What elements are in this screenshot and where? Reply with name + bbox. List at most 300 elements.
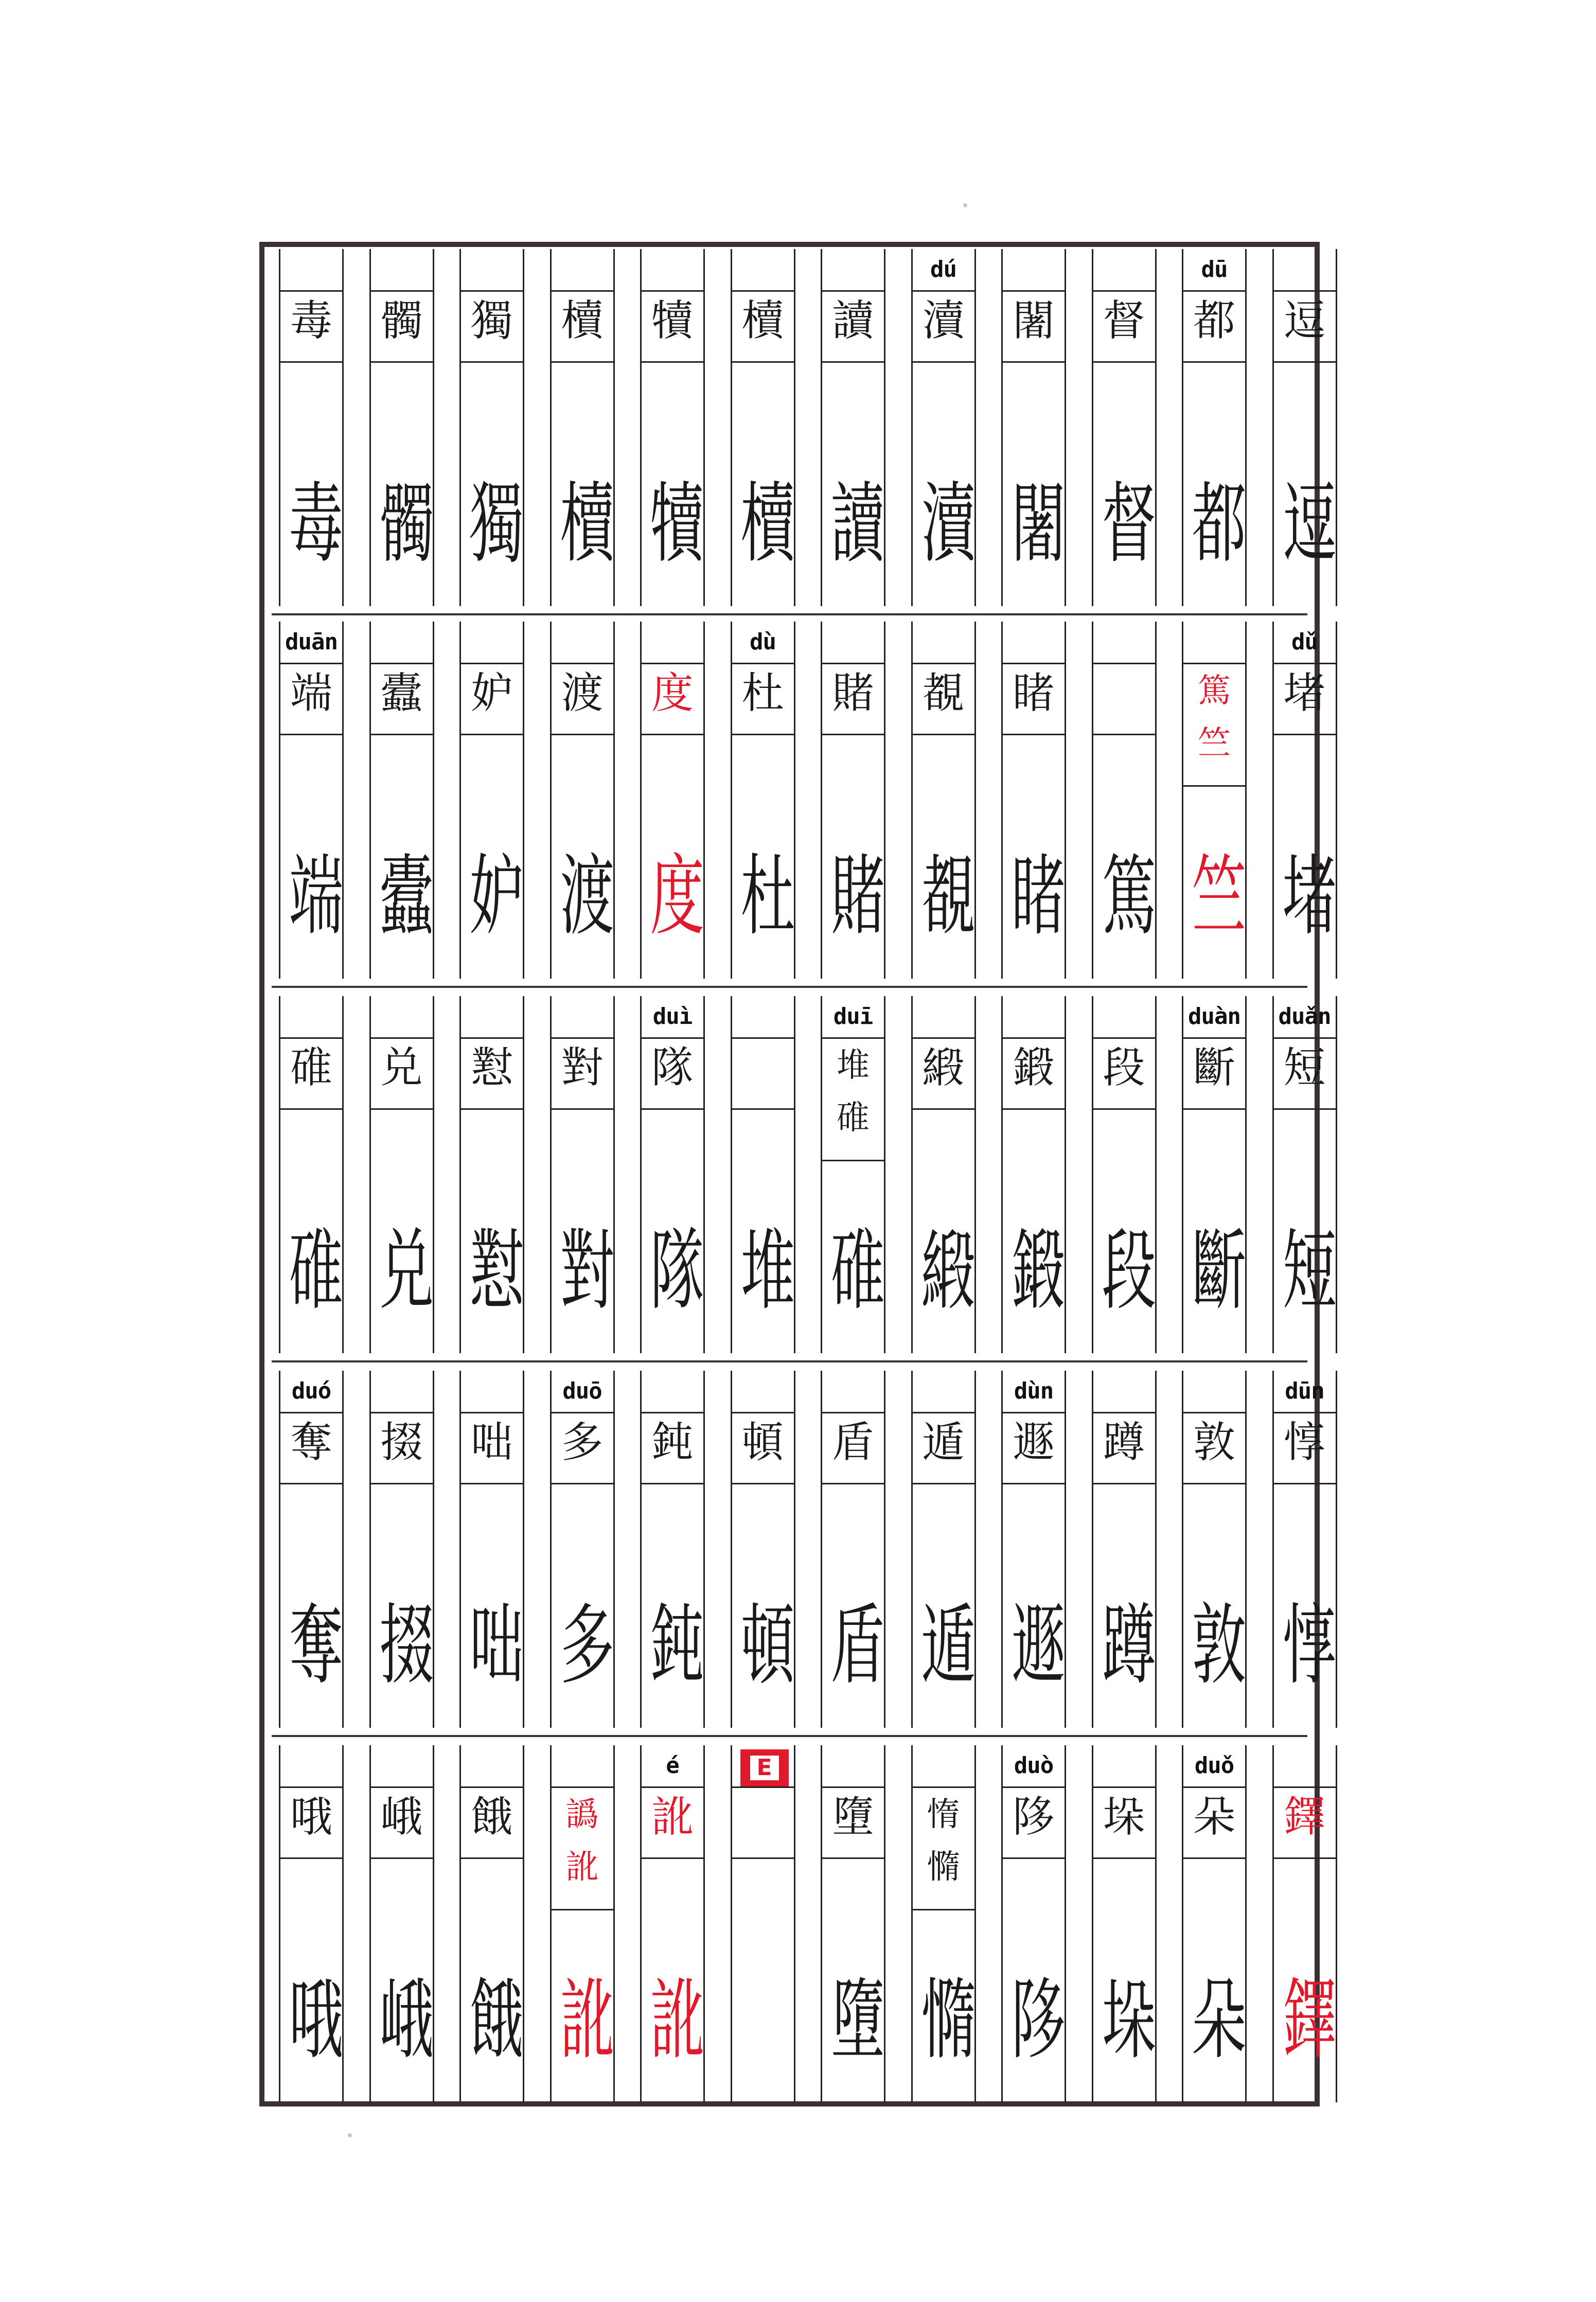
row-separator [272, 613, 1307, 615]
cell-divider [1003, 361, 1065, 363]
seal-script-glyph: 墮 [821, 1973, 885, 2056]
modern-character [371, 665, 433, 778]
modern-character [1093, 1039, 1155, 1153]
seal-script-glyph: 犢 [641, 476, 704, 559]
seal-script-glyph: 瀆 [911, 476, 975, 559]
cell-divider [822, 1786, 884, 1788]
character-column [1272, 1745, 1337, 2102]
character-column [640, 1371, 705, 1728]
character-column [369, 622, 434, 979]
character-column [459, 249, 524, 606]
pinyin-label [552, 996, 613, 1036]
cell-divider [913, 1483, 974, 1484]
modern-character [1274, 292, 1336, 405]
pinyin-label: duǎn [1278, 1003, 1331, 1030]
seal-script-glyph: 碓 [279, 1224, 343, 1306]
cell-divider [552, 1108, 613, 1110]
pinyin-label: duī [833, 1003, 873, 1030]
character-column [640, 622, 705, 979]
seal-script-glyph: 段 [1092, 1224, 1156, 1306]
character-column [821, 1745, 885, 2102]
modern-character [1093, 1789, 1155, 1902]
cell-divider [552, 663, 613, 664]
character-column [1092, 1371, 1157, 1728]
cell-divider [1183, 361, 1245, 363]
seal-script-glyph: 篤 [1092, 849, 1156, 932]
character-column [1272, 622, 1337, 979]
character-column [550, 1371, 615, 1728]
cell-divider [1093, 1857, 1155, 1859]
modern-character [822, 1039, 884, 1153]
seal-script-glyph: 咄 [460, 1598, 524, 1681]
pinyin-label [822, 1371, 884, 1411]
modern-glyph: 遯 [1012, 1418, 1055, 1467]
seal-script-glyph: 逗 [1272, 476, 1336, 559]
cell-divider [552, 734, 613, 735]
cell-divider [642, 290, 703, 292]
seal-script-glyph: 訛 [641, 1973, 704, 2056]
modern-glyph: 斷 [1193, 1043, 1235, 1092]
character-column [1001, 622, 1066, 979]
modern-glyph: 賭 [831, 669, 874, 718]
modern-glyph: 峨 [380, 1793, 423, 1841]
cell-divider [642, 1037, 703, 1039]
character-column [550, 622, 615, 979]
cell-divider [280, 1412, 342, 1413]
cell-divider [1274, 1108, 1336, 1110]
cell-divider [1183, 1786, 1245, 1788]
cell-divider [822, 1160, 884, 1161]
pinyin-label [280, 249, 342, 289]
modern-character [913, 1039, 974, 1153]
cell-divider [1274, 1786, 1336, 1788]
modern-character [822, 1414, 884, 1527]
character-column [550, 1745, 615, 2102]
seal-script-glyph: 櫝 [550, 476, 614, 559]
modern-character [552, 1789, 613, 1902]
seal-script-glyph: 堆 [731, 1224, 794, 1306]
cell-divider [913, 734, 974, 735]
cell-divider [1003, 734, 1065, 735]
cell-divider [371, 361, 433, 363]
seal-script-glyph: 惇 [1272, 1598, 1336, 1681]
modern-glyph: 碓 [837, 1099, 870, 1137]
seal-script-glyph: 蠹 [369, 849, 433, 932]
cell-divider [1274, 734, 1336, 735]
character-column [731, 622, 795, 979]
seal-script-glyph: 毒 [279, 476, 343, 559]
modern-glyph: 督 [1103, 296, 1145, 345]
modern-character [913, 1789, 974, 1902]
pinyin-label [371, 996, 433, 1036]
character-column [369, 1371, 434, 1728]
cell-divider [552, 290, 613, 292]
modern-character [642, 1039, 703, 1153]
cell-divider [280, 1786, 342, 1788]
modern-glyph: 逗 [1283, 296, 1326, 345]
character-column [821, 996, 885, 1353]
modern-glyph: 咄 [470, 1418, 513, 1467]
modern-glyph: 惰 [927, 1796, 960, 1834]
cell-divider [280, 663, 342, 664]
modern-glyph: 度 [651, 669, 694, 718]
pinyin-label [1274, 1745, 1336, 1785]
seal-script-glyph: 隊 [641, 1224, 704, 1306]
modern-glyph: 篤 [1198, 672, 1231, 710]
modern-glyph: 杜 [741, 669, 784, 718]
modern-character [1003, 665, 1065, 778]
cell-divider [732, 361, 794, 363]
pinyin-label: duàn [1188, 1003, 1240, 1030]
cell-divider [1183, 1108, 1245, 1110]
modern-character [280, 1039, 342, 1153]
cell-divider [822, 663, 884, 664]
pinyin-label: dùn [1014, 1377, 1054, 1404]
seal-script-glyph: 督 [1092, 476, 1156, 559]
pinyin-label: dù [750, 628, 776, 655]
cell-divider [371, 1786, 433, 1788]
modern-glyph: 隊 [651, 1043, 694, 1092]
cell-divider [822, 1037, 884, 1039]
cell-divider [1003, 1483, 1065, 1484]
modern-character [461, 665, 523, 778]
cell-divider [371, 1857, 433, 1859]
section-letter: E [750, 1756, 779, 1780]
modern-glyph: 鍛 [1012, 1043, 1055, 1092]
seal-script-glyph: 奪 [279, 1598, 343, 1681]
character-column [821, 1371, 885, 1728]
cell-divider [1093, 1037, 1155, 1039]
pinyin-label [280, 1745, 342, 1785]
cell-divider [280, 290, 342, 292]
character-column [911, 249, 976, 606]
modern-glyph: 蹲 [1103, 1418, 1145, 1467]
cell-divider [913, 1412, 974, 1413]
pinyin-label: duān [285, 628, 338, 655]
modern-glyph: 掇 [380, 1418, 423, 1467]
modern-character [461, 1414, 523, 1527]
cell-divider [732, 1786, 794, 1788]
row-separator [272, 1360, 1307, 1362]
pinyin-label: dū [1201, 256, 1228, 282]
seal-script-glyph: 餓 [460, 1973, 524, 2056]
cell-divider [1003, 1412, 1065, 1413]
cell-divider [280, 1857, 342, 1859]
character-column [1182, 622, 1247, 979]
cell-divider [1093, 1786, 1155, 1788]
cell-divider [280, 1108, 342, 1110]
modern-glyph: 訛 [565, 1848, 599, 1886]
modern-glyph: 段 [1103, 1043, 1145, 1092]
character-column [459, 996, 524, 1353]
modern-character [552, 1414, 613, 1527]
cell-divider [913, 1909, 974, 1910]
row-separator [272, 986, 1307, 988]
paper-speck [348, 2133, 352, 2137]
modern-character [822, 1789, 884, 1902]
pinyin-label [461, 1371, 523, 1411]
modern-character [822, 665, 884, 778]
pinyin-label [1093, 622, 1155, 662]
seal-script-glyph: 多 [550, 1598, 614, 1681]
modern-glyph: 都 [1193, 296, 1235, 345]
row-separator [272, 1735, 1307, 1737]
cell-divider [732, 1857, 794, 1859]
character-column [1092, 249, 1157, 606]
pinyin-label [1274, 249, 1336, 289]
cell-divider [1093, 290, 1155, 292]
modern-glyph: 多 [561, 1418, 604, 1467]
cell-divider [732, 734, 794, 735]
cell-divider [913, 290, 974, 292]
character-column [279, 996, 344, 1353]
cell-divider [1183, 1483, 1245, 1484]
modern-glyph: 犢 [651, 296, 694, 345]
pinyin-label [642, 1371, 703, 1411]
pinyin-label [371, 1745, 433, 1785]
cell-divider [461, 734, 523, 735]
modern-character [732, 292, 794, 405]
cell-divider [280, 1037, 342, 1039]
modern-character [642, 1789, 703, 1902]
pinyin-label [1093, 1745, 1155, 1785]
pinyin-label [552, 1745, 613, 1785]
pinyin-label [822, 622, 884, 662]
pinyin-label: dú [930, 256, 956, 282]
pinyin-label [280, 996, 342, 1036]
cell-divider [642, 1786, 703, 1788]
cell-divider [822, 1857, 884, 1859]
pinyin-label [552, 249, 613, 289]
cell-divider [1003, 1037, 1065, 1039]
pinyin-label: dūn [1285, 1377, 1324, 1404]
modern-character [1003, 1414, 1065, 1527]
cell-divider [732, 290, 794, 292]
seal-script-glyph: 對 [550, 1224, 614, 1306]
modern-glyph: 陊 [1012, 1793, 1055, 1841]
character-column [640, 1745, 705, 2102]
pinyin-label [732, 1371, 794, 1411]
table-row [272, 249, 1336, 606]
cell-divider [1093, 1412, 1155, 1413]
cell-divider [1274, 1857, 1336, 1859]
cell-divider [1274, 1037, 1336, 1039]
character-column [279, 1371, 344, 1728]
modern-character [1003, 1789, 1065, 1902]
cell-divider [642, 663, 703, 664]
cell-divider [822, 361, 884, 363]
modern-character [1003, 292, 1065, 405]
cell-divider [552, 1786, 613, 1788]
cell-divider [642, 361, 703, 363]
cell-divider [732, 1037, 794, 1039]
table-row [272, 996, 1336, 1353]
modern-glyph: 垛 [1103, 1793, 1145, 1841]
cell-divider [1183, 1857, 1245, 1859]
character-column [279, 249, 344, 606]
seal-script-glyph: 朵 [1182, 1973, 1246, 2056]
seal-script-glyph: 憜 [911, 1973, 975, 2056]
seal-script-glyph: 懟 [460, 1224, 524, 1306]
cell-divider [1274, 663, 1336, 664]
cell-divider [1274, 290, 1336, 292]
modern-character [913, 665, 974, 778]
seal-script-glyph: 闍 [1002, 476, 1066, 559]
character-column [911, 1371, 976, 1728]
modern-glyph: 蠹 [380, 669, 423, 718]
modern-character [1093, 1414, 1155, 1527]
character-column [1272, 996, 1337, 1353]
character-column [731, 249, 795, 606]
modern-character [280, 292, 342, 405]
pinyin-label [1003, 996, 1065, 1036]
modern-character [1274, 1414, 1336, 1527]
character-column [1092, 996, 1157, 1353]
character-column [1092, 1745, 1157, 2102]
modern-glyph: 奪 [290, 1418, 332, 1467]
cell-divider [822, 290, 884, 292]
pinyin-label [461, 249, 523, 289]
modern-glyph: 妒 [470, 669, 513, 718]
character-column [1001, 996, 1066, 1353]
cell-divider [1093, 361, 1155, 363]
modern-glyph: 短 [1283, 1043, 1326, 1092]
modern-glyph: 堆 [837, 1047, 870, 1085]
modern-character [913, 1414, 974, 1527]
seal-script-glyph [743, 1915, 782, 2113]
seal-script-glyph: 短 [1272, 1224, 1336, 1306]
modern-character [371, 292, 433, 405]
cell-divider [913, 1108, 974, 1110]
cell-divider [1093, 1483, 1155, 1484]
character-column [1001, 1745, 1066, 2102]
modern-glyph: 覩 [922, 669, 965, 718]
character-column [731, 1371, 795, 1728]
pinyin-label: é [666, 1752, 679, 1779]
character-column [1272, 249, 1337, 606]
cell-divider [642, 1108, 703, 1110]
cell-divider [1093, 1108, 1155, 1110]
modern-character [552, 665, 613, 778]
pinyin-label: duō [562, 1377, 602, 1404]
modern-glyph: 墮 [831, 1793, 874, 1841]
pinyin-label [642, 249, 703, 289]
seal-script-glyph: 鍛 [1002, 1224, 1066, 1306]
modern-glyph: 訛 [651, 1793, 694, 1841]
modern-glyph: 頓 [741, 1418, 784, 1467]
seal-script-glyph: 蹲 [1092, 1598, 1156, 1681]
cell-divider [1003, 663, 1065, 664]
cell-divider [1183, 1037, 1245, 1039]
pinyin-label [1183, 622, 1245, 662]
modern-character [1183, 1414, 1245, 1527]
modern-character [732, 665, 794, 778]
seal-script-glyph: 讀 [821, 476, 885, 559]
seal-script-glyph: 端 [279, 849, 343, 932]
pinyin-label [732, 249, 794, 289]
pinyin-label: duò [1014, 1752, 1054, 1779]
cell-divider [642, 1857, 703, 1859]
modern-character [642, 665, 703, 778]
modern-glyph: 譌 [565, 1796, 599, 1834]
seal-script-glyph: 垛 [1092, 1973, 1156, 2056]
modern-character [371, 1414, 433, 1527]
modern-character [822, 292, 884, 405]
pinyin-label [642, 622, 703, 662]
seal-script-glyph: 髑 [369, 476, 433, 559]
seal-script-glyph: 妒 [460, 849, 524, 932]
pinyin-label: dǔ [1291, 628, 1318, 655]
character-column [550, 996, 615, 1353]
modern-character [1274, 1789, 1336, 1902]
modern-glyph: 鐸 [1283, 1793, 1326, 1841]
cell-divider [461, 1786, 523, 1788]
cell-divider [1093, 734, 1155, 735]
cell-divider [732, 1412, 794, 1413]
pinyin-label [1183, 1371, 1245, 1411]
cell-divider [1183, 663, 1245, 664]
cell-divider [1183, 290, 1245, 292]
seal-script-glyph: 盾 [821, 1598, 885, 1681]
pinyin-label [1093, 249, 1155, 289]
pinyin-label [913, 1371, 974, 1411]
modern-glyph: 髑 [380, 296, 423, 345]
cell-divider [1003, 1857, 1065, 1859]
modern-glyph: 獨 [470, 296, 513, 345]
modern-character [1274, 665, 1336, 778]
pinyin-label [1003, 249, 1065, 289]
seal-script-glyph: 掇 [369, 1598, 433, 1681]
character-column [911, 996, 976, 1353]
modern-glyph: 哦 [290, 1793, 332, 1841]
cell-divider [642, 1412, 703, 1413]
cell-divider [280, 361, 342, 363]
modern-glyph: 敦 [1193, 1418, 1235, 1467]
modern-glyph: 朵 [1193, 1793, 1235, 1841]
seal-script-glyph: 都 [1182, 476, 1246, 559]
cell-divider [732, 1483, 794, 1484]
pinyin-label [732, 996, 794, 1036]
pinyin-label [371, 1371, 433, 1411]
seal-script-glyph: 睹 [1002, 849, 1066, 932]
modern-glyph: 堵 [1283, 669, 1326, 718]
cell-divider [913, 1037, 974, 1039]
character-column [640, 249, 705, 606]
cell-divider [642, 734, 703, 735]
section-letter-stamp [740, 1749, 789, 1786]
modern-character [280, 665, 342, 778]
seal-script-glyph: 堵 [1272, 849, 1336, 932]
cell-divider [732, 663, 794, 664]
cell-divider [822, 1412, 884, 1413]
cell-divider [822, 734, 884, 735]
cell-divider [1274, 1483, 1336, 1484]
modern-character [552, 1039, 613, 1153]
seal-script-glyph: 賭 [821, 849, 885, 932]
modern-glyph: 盾 [831, 1418, 874, 1467]
seal-script-glyph: 遯 [1002, 1598, 1066, 1681]
cell-divider [461, 1037, 523, 1039]
table-row [272, 1371, 1336, 1728]
pinyin-label [461, 1745, 523, 1785]
cell-divider [913, 1786, 974, 1788]
modern-glyph: 闍 [1012, 296, 1055, 345]
modern-character [1003, 1039, 1065, 1153]
cell-divider [371, 1037, 433, 1039]
pinyin-label [1093, 996, 1155, 1036]
pinyin-label: duó [291, 1377, 331, 1404]
modern-glyph: 餓 [470, 1793, 513, 1841]
